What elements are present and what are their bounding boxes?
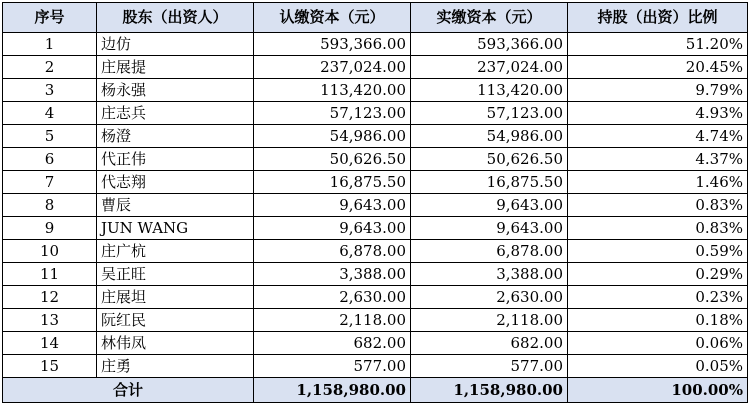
table-row	[3, 194, 748, 217]
cell-share-ratio: 20.45%	[568, 56, 748, 79]
table-row	[3, 309, 748, 332]
cell-paid-capital: 593,366.00	[411, 33, 568, 56]
cell-index: 14	[3, 332, 97, 355]
cell-shareholder-name: 代正伟	[97, 148, 254, 171]
cell-subscribed-capital: 2,630.00	[254, 286, 411, 309]
cell-share-ratio: 0.29%	[568, 263, 748, 286]
header-subscribed-capital: 认缴资本（元）	[254, 3, 411, 33]
cell-paid-capital: 9,643.00	[411, 194, 568, 217]
cell-paid-capital: 577.00	[411, 355, 568, 378]
cell-subscribed-capital: 577.00	[254, 355, 411, 378]
cell-shareholder-name: 庄勇	[97, 355, 254, 378]
table-body	[3, 33, 748, 378]
cell-shareholder-name: JUN WANG	[97, 217, 254, 240]
shareholder-table-wrapper	[2, 2, 747, 401]
cell-index: 6	[3, 148, 97, 171]
table-row	[3, 125, 748, 148]
total-label: 合计	[3, 378, 254, 403]
shareholder-table	[2, 2, 748, 403]
cell-share-ratio: 1.46%	[568, 171, 748, 194]
table-row	[3, 148, 748, 171]
cell-paid-capital: 50,626.50	[411, 148, 568, 171]
cell-index: 12	[3, 286, 97, 309]
cell-share-ratio: 0.83%	[568, 217, 748, 240]
table-row	[3, 355, 748, 378]
cell-shareholder-name: 庄展提	[97, 56, 254, 79]
cell-subscribed-capital: 9,643.00	[254, 194, 411, 217]
cell-subscribed-capital: 593,366.00	[254, 33, 411, 56]
cell-subscribed-capital: 113,420.00	[254, 79, 411, 102]
cell-shareholder-name: 林伟凤	[97, 332, 254, 355]
cell-index: 4	[3, 102, 97, 125]
total-subscribed: 1,158,980.00	[254, 378, 411, 403]
cell-shareholder-name: 杨永强	[97, 79, 254, 102]
cell-shareholder-name: 曹辰	[97, 194, 254, 217]
header-index: 序号	[3, 3, 97, 33]
cell-share-ratio: 51.20%	[568, 33, 748, 56]
table-footer	[3, 378, 748, 403]
cell-share-ratio: 9.79%	[568, 79, 748, 102]
table-row	[3, 102, 748, 125]
cell-index: 11	[3, 263, 97, 286]
cell-index: 8	[3, 194, 97, 217]
total-ratio: 100.00%	[568, 378, 748, 403]
cell-index: 10	[3, 240, 97, 263]
cell-share-ratio: 0.23%	[568, 286, 748, 309]
cell-paid-capital: 2,118.00	[411, 309, 568, 332]
cell-paid-capital: 16,875.50	[411, 171, 568, 194]
table-row	[3, 56, 748, 79]
table-row	[3, 286, 748, 309]
cell-share-ratio: 0.83%	[568, 194, 748, 217]
cell-shareholder-name: 阮红民	[97, 309, 254, 332]
cell-shareholder-name: 杨澄	[97, 125, 254, 148]
cell-index: 15	[3, 355, 97, 378]
cell-share-ratio: 4.37%	[568, 148, 748, 171]
cell-index: 5	[3, 125, 97, 148]
cell-paid-capital: 6,878.00	[411, 240, 568, 263]
cell-share-ratio: 0.18%	[568, 309, 748, 332]
cell-index: 2	[3, 56, 97, 79]
header-shareholder: 股东（出资人）	[97, 3, 254, 33]
cell-share-ratio: 4.74%	[568, 125, 748, 148]
cell-shareholder-name: 吴正旺	[97, 263, 254, 286]
cell-index: 13	[3, 309, 97, 332]
cell-subscribed-capital: 2,118.00	[254, 309, 411, 332]
table-row	[3, 332, 748, 355]
table-row	[3, 33, 748, 56]
cell-index: 1	[3, 33, 97, 56]
table-row	[3, 240, 748, 263]
cell-shareholder-name: 代志翔	[97, 171, 254, 194]
cell-subscribed-capital: 682.00	[254, 332, 411, 355]
header-row	[3, 3, 748, 33]
cell-index: 3	[3, 79, 97, 102]
cell-paid-capital: 3,388.00	[411, 263, 568, 286]
cell-subscribed-capital: 237,024.00	[254, 56, 411, 79]
cell-subscribed-capital: 6,878.00	[254, 240, 411, 263]
cell-subscribed-capital: 54,986.00	[254, 125, 411, 148]
table-header	[3, 3, 748, 33]
cell-paid-capital: 682.00	[411, 332, 568, 355]
total-paid: 1,158,980.00	[411, 378, 568, 403]
cell-share-ratio: 0.05%	[568, 355, 748, 378]
cell-subscribed-capital: 16,875.50	[254, 171, 411, 194]
table-row	[3, 263, 748, 286]
cell-paid-capital: 237,024.00	[411, 56, 568, 79]
cell-share-ratio: 4.93%	[568, 102, 748, 125]
table-row	[3, 217, 748, 240]
cell-index: 9	[3, 217, 97, 240]
cell-subscribed-capital: 50,626.50	[254, 148, 411, 171]
cell-subscribed-capital: 57,123.00	[254, 102, 411, 125]
cell-shareholder-name: 边仿	[97, 33, 254, 56]
cell-paid-capital: 2,630.00	[411, 286, 568, 309]
cell-subscribed-capital: 9,643.00	[254, 217, 411, 240]
total-row	[3, 378, 748, 403]
header-share-ratio: 持股（出资）比例	[568, 3, 748, 33]
cell-paid-capital: 54,986.00	[411, 125, 568, 148]
table-row	[3, 79, 748, 102]
cell-share-ratio: 0.59%	[568, 240, 748, 263]
cell-share-ratio: 0.06%	[568, 332, 748, 355]
table-row	[3, 171, 748, 194]
cell-paid-capital: 9,643.00	[411, 217, 568, 240]
cell-subscribed-capital: 3,388.00	[254, 263, 411, 286]
cell-shareholder-name: 庄志兵	[97, 102, 254, 125]
cell-index: 7	[3, 171, 97, 194]
cell-shareholder-name: 庄展坦	[97, 286, 254, 309]
header-paid-capital: 实缴资本（元）	[411, 3, 568, 33]
cell-paid-capital: 57,123.00	[411, 102, 568, 125]
cell-shareholder-name: 庄广杭	[97, 240, 254, 263]
cell-paid-capital: 113,420.00	[411, 79, 568, 102]
